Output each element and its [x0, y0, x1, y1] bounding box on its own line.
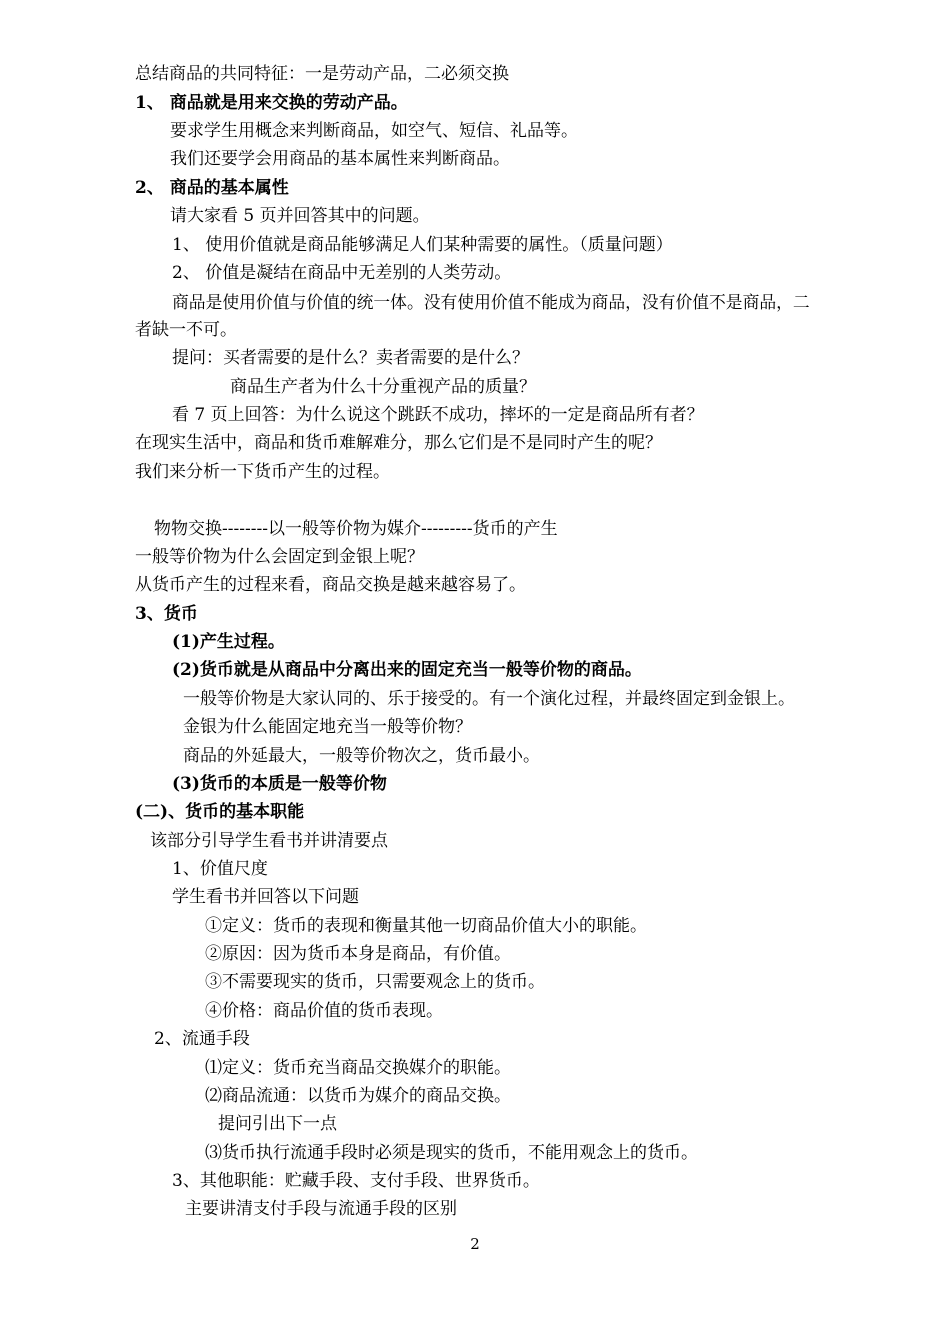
- text-line: ⑴定义：货币充当商品交换媒介的职能。: [205, 1058, 511, 1078]
- text-line: 1、 使用价值就是商品能够满足人们某种需要的属性。（质量问题）: [172, 235, 673, 255]
- text-line: 商品的外延最大，一般等价物次之，货币最小。: [183, 746, 540, 766]
- text-line: 我们还要学会用商品的基本属性来判断商品。: [170, 149, 510, 169]
- text-line: 从货币产生的过程来看，商品交换是越来越容易了。: [135, 575, 526, 595]
- text-line: 该部分引导学生看书并讲清要点: [150, 831, 388, 851]
- text-line: 请大家看 5 页并回答其中的问题。: [170, 206, 430, 226]
- section-heading: 1、 商品就是用来交换的劳动产品。: [135, 93, 408, 113]
- text-line: 一般等价物是大家认同的、乐于接受的。有一个演化过程，并最终固定到金银上。: [183, 689, 795, 709]
- text-line: 提问：买者需要的是什么？卖者需要的是什么？: [172, 348, 529, 368]
- text-line: 金银为什么能固定地充当一般等价物？: [183, 717, 472, 737]
- page-number: 2: [470, 1235, 480, 1253]
- text-line: 看 7 页上回答：为什么说这个跳跃不成功，摔坏的一定是商品所有者？: [172, 405, 704, 425]
- subheading: (1)产生过程。: [172, 632, 285, 652]
- text-line: 学生看书并回答以下问题: [172, 887, 359, 907]
- text-line: 者缺一不可。: [135, 320, 237, 340]
- text-line: 要求学生用概念来判断商品，如空气、短信、礼品等。: [170, 121, 578, 141]
- text-line: 商品生产者为什么十分重视产品的质量？: [230, 377, 536, 397]
- section-heading: 3、货币: [135, 604, 198, 624]
- section-heading: 2、 商品的基本属性: [135, 178, 289, 198]
- text-line: 主要讲清支付手段与流通手段的区别: [185, 1199, 457, 1219]
- text-line: 2、 价值是凝结在商品中无差别的人类劳动。: [172, 263, 512, 283]
- section-heading: (二)、货币的基本职能: [135, 802, 305, 822]
- text-line: ③不需要现实的货币，只需要观念上的货币。: [205, 972, 545, 992]
- text-line: 提问引出下一点: [218, 1114, 337, 1134]
- text-line: 在现实生活中，商品和货币难解难分，那么它们是不是同时产生的呢？: [135, 433, 662, 453]
- subheading: (3)货币的本质是一般等价物: [172, 774, 387, 794]
- text-line: ④价格：商品价值的货币表现。: [205, 1001, 443, 1021]
- text-line: 商品是使用价值与价值的统一体。没有使用价值不能成为商品，没有价值不是商品，二: [172, 292, 810, 312]
- text-line: 总结商品的共同特征：一是劳动产品，二必须交换: [135, 64, 509, 84]
- text-line: ⑶货币执行流通手段时必须是现实的货币，不能用观念上的货币。: [205, 1143, 698, 1163]
- text-line: ②原因：因为货币本身是商品，有价值。: [205, 944, 511, 964]
- text-line: 一般等价物为什么会固定到金银上呢？: [135, 547, 424, 567]
- subheading: (2)货币就是从商品中分离出来的固定充当一般等价物的商品。: [172, 660, 642, 680]
- text-line: 物物交换--------以一般等价物为媒介---------货币的产生: [154, 519, 558, 539]
- text-line: 2、流通手段: [154, 1029, 250, 1049]
- text-line: 1、价值尺度: [172, 859, 268, 879]
- text-line: ⑵商品流通：以货币为媒介的商品交换。: [205, 1086, 511, 1106]
- text-line: ①定义：货币的表现和衡量其他一切商品价值大小的职能。: [205, 916, 647, 936]
- text-line: 我们来分析一下货币产生的过程。: [135, 462, 390, 482]
- text-line: 3、其他职能：贮藏手段、支付手段、世界货币。: [172, 1171, 540, 1191]
